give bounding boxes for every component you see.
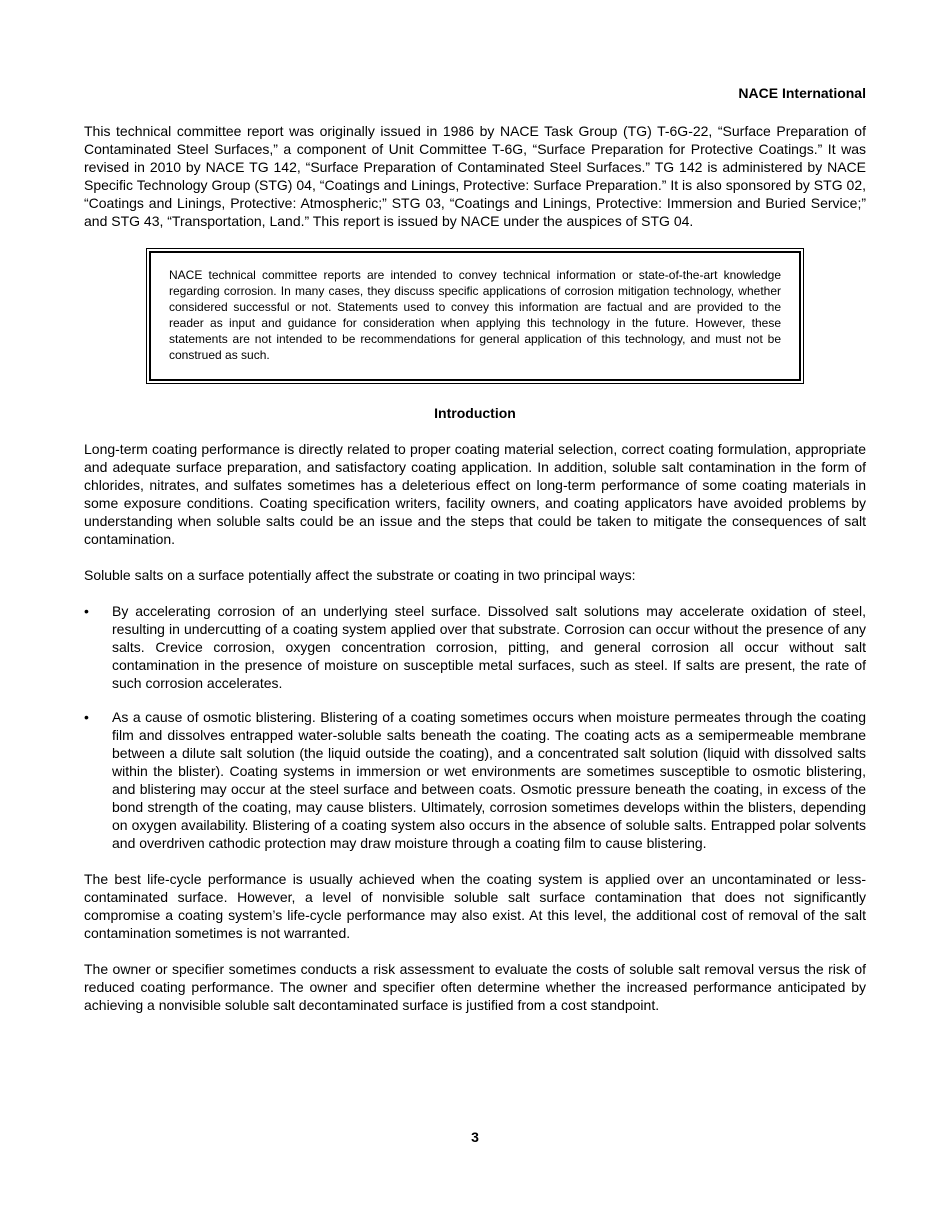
page-number: 3 xyxy=(471,1129,479,1145)
intro-paragraph: This technical committee report was originally issued in 1986 by NACE Task Group (TG) T-6G-22, “Surface Preparation of Contaminated Steel Surfaces,” a component of Unit Committee T-6G, “Surface Preparation for Protective Coatings.” It was revised in 2010 by NACE TG 142, “Surface Preparation of Contaminated Steel Surfaces.” TG 142 is administered by NACE Specific Technology Group (STG) 04, “Coatings and Linings, Protective: Surface Preparation.” It is also sponsored by STG 02, “Coatings and Linings, Protective: Atmospheric;” STG 03, “Coatings and Linings, Protective: Immersion and Buried Service;” and STG 43, “Transportation, Land.” This report is issued by NACE under the auspices of STG 04. xyxy=(84,123,866,229)
organization-header: NACE International xyxy=(738,85,866,101)
bullet-item xyxy=(84,602,866,692)
section-title: Introduction xyxy=(434,405,516,421)
notice-text: NACE technical committee reports are intended to convey technical information or state-of-the-art knowledge regarding corrosion. In many cases, they discuss specific applications of corrosion mitigation technology, whether considered successful or not. Statements used to convey this information are factual and are provided to the reader as input and guidance for consideration when applying this technology in the future. However, these statements are not intended to be recommendations for general application of this technology, and must not be construed as such. xyxy=(169,268,781,362)
bullet-list xyxy=(84,602,866,852)
bullet-text: As a cause of osmotic blistering. Blistering of a coating sometimes occurs when moisture permeates through the coating film and dissolves entrapped water-soluble salts beneath the coating. The coating acts as a semipermeable membrane between a dilute salt solution (the liquid outside the coating), and a concentrated salt solution (liquid with dissolved salts within the blister). Coating systems in immersion or wet environments are sometimes susceptible to osmotic blistering, and blistering may occur at the steel surface and between coats. Osmotic pressure beneath the coating, in excess of the bond strength of the coating, may cause blisters. Ultimately, corrosion sometimes develops within the blisters, depending on oxygen availability. Blistering of a coating system also occurs in the absence of soluble salts. Entrapped polar solvents and overdriven cathodic protection may draw moisture through a coating film to cause blistering. xyxy=(112,709,866,851)
bullet-text: By accelerating corrosion of an underlying steel surface. Dissolved salt solutions may accelerate oxidation of steel, resulting in undercutting of a coating system applied over that substrate. Corrosion can occur without the presence of any salts. Crevice corrosion, oxygen concentration corrosion, pitting, and general corrosion all occur without salt contamination in the presence of moisture on susceptible metal surfaces, such as steel. If salts are present, the rate of such corrosion accelerates. xyxy=(112,603,866,691)
bullet-icon: • xyxy=(84,709,89,725)
notice-box-inner xyxy=(149,251,801,381)
paragraph-soluble-salts: Soluble salts on a surface potentially affect the substrate or coating in two principal ways: xyxy=(84,567,636,583)
notice-box xyxy=(146,248,804,384)
paragraph-risk-assessment: The owner or specifier sometimes conducts a risk assessment to evaluate the costs of soluble salt removal versus the risk of reduced coating performance. The owner and specifier often determine whether the increased performance anticipated by achieving a nonvisible soluble salt decontaminated surface is justified from a cost standpoint. xyxy=(84,961,866,1013)
paragraph-coating-performance: Long-term coating performance is directly related to proper coating material selection, correct coating formulation, appropriate and adequate surface preparation, and satisfactory coating application. In addition, soluble salt contamination in the form of chlorides, nitrates, and sulfates sometimes has a deleterious effect on long-term performance of some coating materials in some exposure conditions. Coating specification writers, facility owners, and coating applicators have avoided problems by understanding when soluble salts could be an issue and the steps that could be taken to mitigate the consequences of salt contamination. xyxy=(84,441,866,547)
bullet-icon: • xyxy=(84,603,89,619)
paragraph-life-cycle: The best life-cycle performance is usually achieved when the coating system is applied over an uncontaminated or less-contaminated surface. However, a level of nonvisible soluble salt surface contamination that does not significantly compromise a coating system’s life-cycle performance may also exist. At this level, the additional cost of removal of the salt contamination sometimes is not warranted. xyxy=(84,871,866,941)
bullet-item xyxy=(84,708,866,852)
